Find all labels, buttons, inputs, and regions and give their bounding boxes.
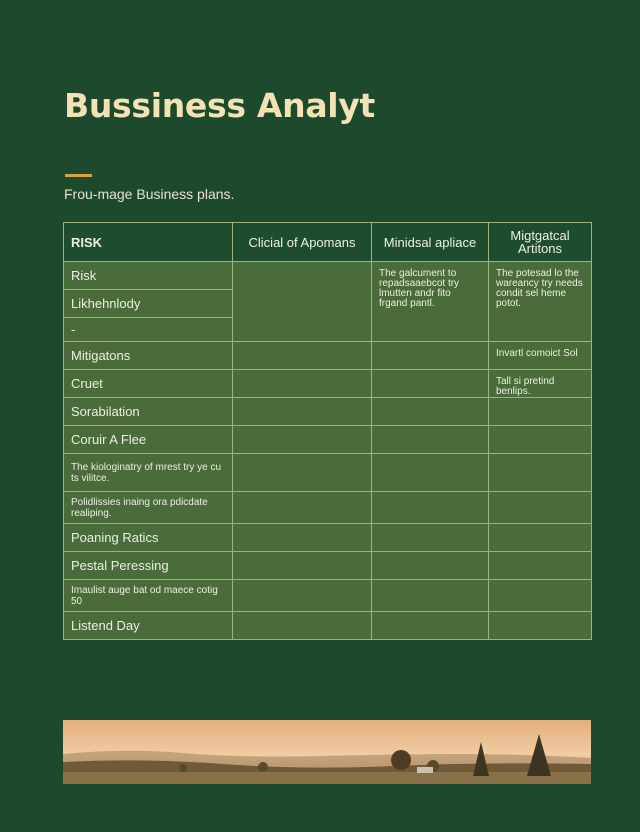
table-cell xyxy=(489,492,592,524)
table-cell xyxy=(489,524,592,552)
table-cell xyxy=(489,398,592,426)
table-row xyxy=(64,524,592,552)
table-row xyxy=(64,612,592,640)
risk-row-label: Cruet xyxy=(64,370,233,398)
table-row xyxy=(64,580,592,612)
table-cell xyxy=(489,612,592,640)
table-cell xyxy=(233,580,372,612)
risk-row-label: Mitigatons xyxy=(64,342,233,370)
risk-row-label: Pestal Peressing xyxy=(64,552,233,580)
risk-row-label: Poaning Ratics xyxy=(64,524,233,552)
table-row xyxy=(64,454,592,492)
accent-rule xyxy=(65,174,92,177)
table-cell xyxy=(233,612,372,640)
table-cell xyxy=(233,342,372,370)
risk-row-label: Sorabilation xyxy=(64,398,233,426)
table-cell xyxy=(372,552,489,580)
risk-row-label: Coruir A Flee xyxy=(64,426,233,454)
table-cell xyxy=(233,492,372,524)
risk-row-label: The kiologinatry of mrest try ye cu ts vilitce. xyxy=(64,454,233,492)
table-cell xyxy=(233,552,372,580)
risk-row-label: - xyxy=(64,318,233,342)
table-cell-note: Invartl comoict Sol xyxy=(489,342,592,370)
table-cell xyxy=(372,370,489,398)
table-cell xyxy=(233,370,372,398)
table-cell xyxy=(233,398,372,426)
table-row xyxy=(64,262,592,290)
risk-row-label: Polidlissies inaing ora pdicdate realiping. xyxy=(64,492,233,524)
table-cell xyxy=(372,580,489,612)
table-cell xyxy=(233,524,372,552)
column-header: Migtgatcal Artitons xyxy=(489,223,592,262)
table-cell xyxy=(489,552,592,580)
document-title: Bussiness Analyt xyxy=(64,86,375,125)
table-cell xyxy=(372,612,489,640)
table-cell-note: The potesad lo the wareancy try needs condit sel heme potot. xyxy=(489,262,592,342)
table-cell xyxy=(233,426,372,454)
risk-row-label: Likhehnlody xyxy=(64,290,233,318)
document-subtitle: Frou-mage Business plans. xyxy=(64,186,235,202)
table-row xyxy=(64,492,592,524)
table-cell xyxy=(233,454,372,492)
table-row xyxy=(64,426,592,454)
table-cell xyxy=(233,262,372,342)
table-row xyxy=(64,342,592,370)
risk-row-label: Listend Day xyxy=(64,612,233,640)
table-cell-note: The galcument to repadsaaebcot try lmutten andr fito frgand pantl. xyxy=(372,262,489,342)
table-cell xyxy=(372,524,489,552)
risk-row-label: Imaulist auge bat od maece cotig 50 xyxy=(64,580,233,612)
table-cell xyxy=(372,492,489,524)
table-cell xyxy=(372,454,489,492)
table-row xyxy=(64,370,592,398)
risk-table xyxy=(63,222,592,640)
table-cell xyxy=(489,580,592,612)
table-row xyxy=(64,552,592,580)
table-header-row xyxy=(64,223,592,262)
landscape-photo xyxy=(63,720,591,784)
table-cell-note: Tall si pretind benlips. xyxy=(489,370,592,398)
table-cell xyxy=(372,342,489,370)
table-cell xyxy=(489,426,592,454)
table-cell xyxy=(372,398,489,426)
risk-row-label: Risk xyxy=(64,262,233,290)
column-header-risk: RISK xyxy=(64,223,233,262)
table-cell xyxy=(372,426,489,454)
column-header: Clicial of Apomans xyxy=(233,223,372,262)
table-row xyxy=(64,398,592,426)
column-header: Minidsal apliace xyxy=(372,223,489,262)
table-cell xyxy=(489,454,592,492)
